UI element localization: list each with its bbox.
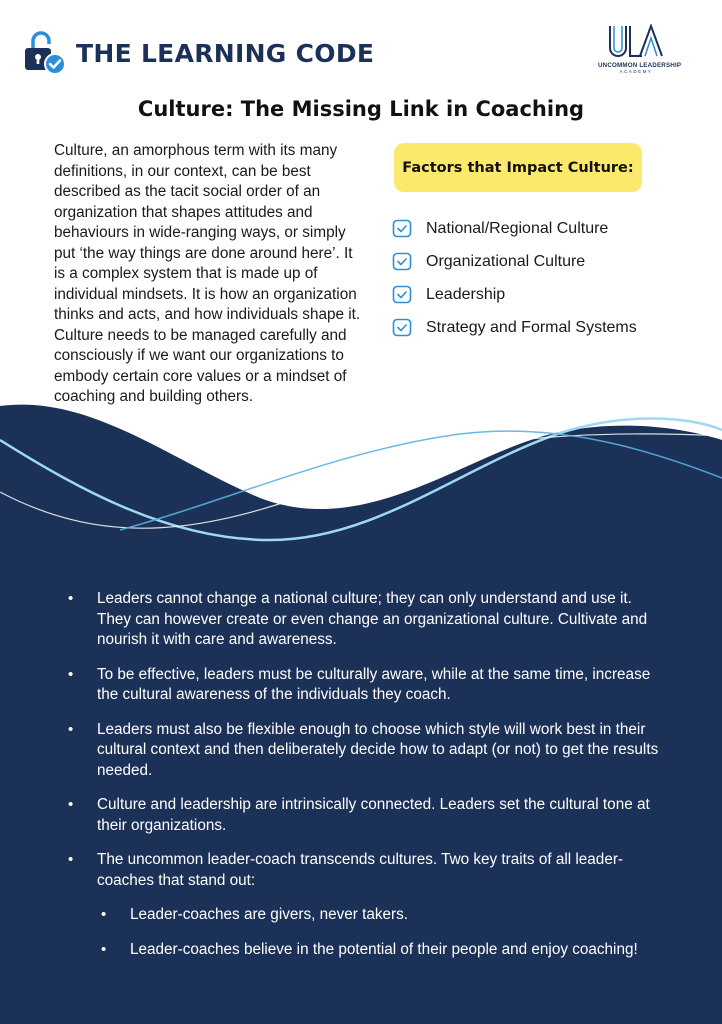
sub-list-item: • Leader-coaches believe in the potential of their people and enjoy coaching! — [97, 940, 660, 961]
logo-subname: ACADEMY — [619, 69, 653, 74]
factor-item — [392, 245, 637, 278]
factors-list — [392, 212, 637, 344]
list-item: • Leaders cannot change a national culture; they can only understand and use it. They can however create or even change an organizational culture. Cultivate and nourish it with care and awareness. — [60, 589, 660, 651]
factor-label: Organizational Culture — [426, 252, 586, 270]
checkbox-check-icon — [392, 285, 412, 305]
list-item-with-subpoints — [60, 850, 660, 960]
factor-label: National/Regional Culture — [426, 219, 609, 237]
padlock-check-icon — [24, 30, 66, 76]
page-title: Culture: The Missing Link in Coaching — [137, 97, 585, 121]
intro-paragraph: Culture, an amorphous term with its many definitions, in our context, can be best described as the tacit social order of an organization that shapes attitudes and behaviours in wide-ranging ways, or simply put ‘the way things are done around here’. It is a complex system that is made up of individual mindsets. It is how an organization thinks and acts, and how individuals shape it. Culture needs to be managed carefully and consciously if we want our organizations to embody certain core values or a mindset of coaching and building others. — [54, 142, 361, 405]
checkbox-check-icon — [392, 219, 412, 239]
checkbox-check-icon — [392, 252, 412, 272]
list-item: • To be effective, leaders must be culturally aware, while at the same time, increase the cultural awareness of the individuals they coach. — [60, 665, 660, 706]
factor-item — [392, 278, 637, 311]
list-item: • Culture and leadership are intrinsically connected. Leaders set the cultural tone at their organizations. — [60, 795, 660, 836]
factor-label: Strategy and Formal Systems — [426, 318, 637, 336]
logo-name: UNCOMMON LEADERSHIP — [598, 62, 682, 69]
brand-header — [24, 30, 374, 76]
ula-monogram-icon — [606, 24, 666, 60]
list-item-text: The uncommon leader-coach transcends cultures. Two key traits of all leader-coaches that stand out: — [97, 851, 624, 889]
factor-item — [392, 311, 637, 344]
list-item: • Leaders must also be flexible enough to choose which style will work best in their cultural context and then deliberately decide how to adapt (or not) to get the results needed. — [60, 720, 660, 782]
factors-heading: Factors that Impact Culture: — [394, 143, 642, 192]
brand-title: THE LEARNING CODE — [76, 38, 375, 68]
factor-item — [392, 212, 637, 245]
sub-points-list — [97, 905, 660, 960]
checkbox-check-icon — [392, 318, 412, 338]
key-points-list — [60, 589, 660, 974]
sub-list-item: • Leader-coaches are givers, never takers. — [97, 905, 660, 926]
factor-label: Leadership — [426, 285, 506, 303]
ula-logo — [598, 24, 682, 74]
